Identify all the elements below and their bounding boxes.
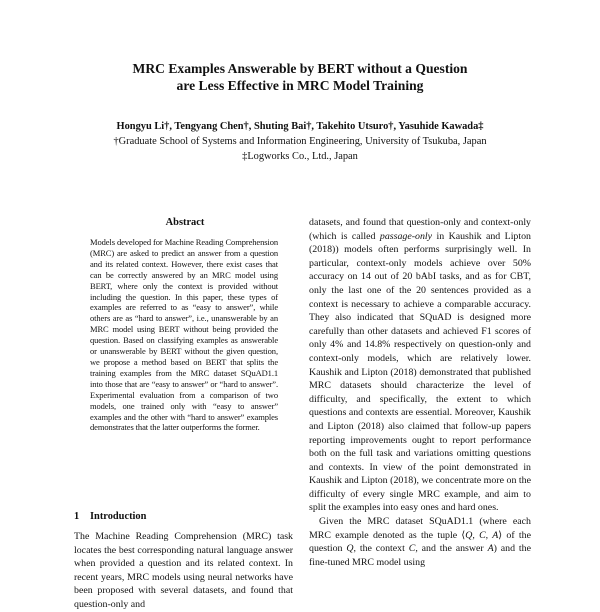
text-span: in Kaushik and Lipton (2018)) models often performs surprisingly well. In particular, context-only models achieve over 50% accuracy on 14 out of 20 bAbI tasks, and as for CBT, only the last one of the 20 sentences provided as a context is necessary to achieve a comparable accuracy. They also indicated that SQuAD is designed more carefully than other datasets and achieved F1 scores of only 4% and 14.8% respectively on question-only and context-only models, which are relatively lower. Kaushik and Lipton (2018) demonstrated that published MRC datasets should characterize the level of difficulty, and specifically, the extent to which questions and contexts are essential. Moreover, Kaushik and Lipton (2018) also claimed that follow-up papers reporting improvements ought to report performance both on the full task and variations omitting questions and contexts. In view of the point demonstrated in Kaushik and Lipton (2018), we concentrate more on the difficulty of every single MRC example, and aim to split the examples into easy ones and hard ones.: [309, 230, 531, 514]
paragraph-2: [309, 515, 531, 569]
math-q: Q: [346, 543, 354, 555]
section-heading-introduction: [74, 510, 146, 523]
text-span: Given the MRC dataset SQuAD1.1 (where each MRC example denoted as the tuple ⟨: [309, 516, 531, 541]
text-span: ⟩ of the question: [309, 529, 531, 555]
math-a: A: [487, 543, 494, 555]
paragraph-1: [309, 216, 531, 515]
text-span: , the context: [353, 543, 409, 555]
math-tuple: Q, C, A: [465, 529, 499, 541]
paper-title: [60, 60, 540, 94]
introduction-body: [74, 530, 293, 610]
text-span: , and the answer: [415, 543, 488, 555]
abstract-body: [90, 237, 278, 433]
text-span: ) and the fine-tuned MRC model using: [309, 543, 531, 568]
affiliation-1: †Graduate School of Systems and Information Engineering, University of Tsukuba, Japan: [113, 136, 487, 147]
title-line-2: are Less Effective in MRC Model Training: [176, 78, 424, 93]
section-number: 1: [74, 511, 80, 522]
introduction-text: The Machine Reading Comprehension (MRC) task locates the best corresponding natural language answer when provided a question and its related context. In recent years, MRC models using neural networks have been proposed with several datasets, and found that question-only and: [74, 531, 293, 610]
affiliation-2: ‡Logworks Co., Ltd., Japan: [242, 151, 358, 162]
math-c: C: [408, 543, 416, 555]
italic-term: passage-only: [379, 230, 433, 242]
abstract-text: Models developed for Machine Reading Comprehension (MRC) are asked to predict an answer from a question and its related context. However, there exist cases that can be correctly answered by an MRC model using BERT, where only the context is provided without including the question. In this paper, these types of examples are referred to as “easy to answer”, while others are as “hard to answer”, i.e., unanswerable by an MRC model using BERT without being provided the question. Based on classifying examples as answerable or unanswerable by BERT without the given question, we propose a method based on BERT that splits the training examples from the MRC dataset SQuAD1.1 into those that are “easy to answer” or “hard to answer”. Experimental evaluation from a comparison of two models, one trained only with “easy to answer” examples and the other with “hard to answer” examples demonstrates that the latter outperforms the former.: [90, 237, 278, 433]
section-title: Introduction: [90, 511, 147, 522]
title-line-1: MRC Examples Answerable by BERT without a Question: [132, 61, 468, 76]
text-span: datasets, and found that question-only and context-only (which is called: [309, 217, 531, 242]
author-list: Hongyu Li†, Tengyang Chen†, Shuting Bai†, Takehito Utsuro†, Yasuhide Kawada‡: [116, 121, 484, 132]
abstract-heading: Abstract: [165, 217, 205, 228]
right-column: [309, 216, 531, 600]
